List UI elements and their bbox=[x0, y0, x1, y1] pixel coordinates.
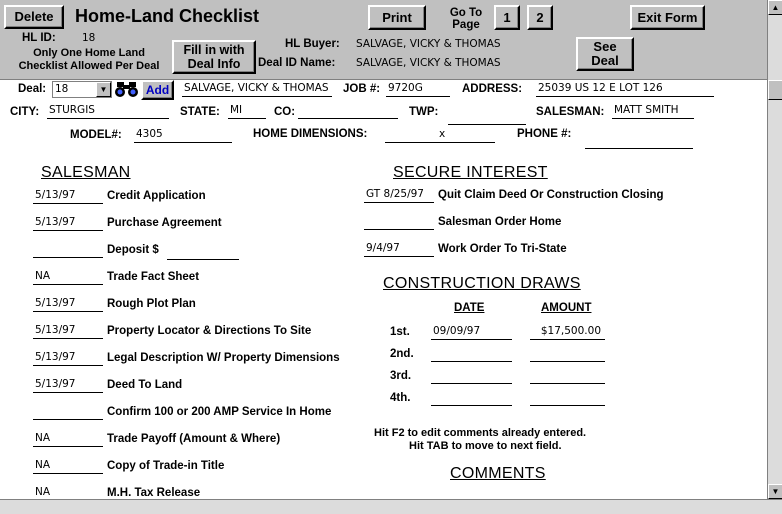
deal-id-name-value: SALVAGE, VICKY & THOMAS bbox=[356, 57, 501, 69]
salesman-item-label: Copy of Trade-in Title bbox=[107, 460, 225, 472]
checklist-panel bbox=[0, 79, 767, 499]
salesman-item-label: Trade Payoff (Amount & Where) bbox=[107, 433, 281, 445]
add-deal-button[interactable]: Add bbox=[141, 80, 174, 100]
phone-field[interactable] bbox=[585, 133, 693, 149]
binoculars-icon[interactable] bbox=[114, 80, 140, 99]
page-2-button[interactable]: 2 bbox=[527, 5, 553, 30]
draw-amount-field[interactable] bbox=[530, 368, 605, 384]
salesman-field[interactable]: MATT SMITH bbox=[612, 103, 694, 119]
salesman-item-date[interactable] bbox=[33, 404, 103, 420]
state-label: STATE: bbox=[180, 106, 220, 118]
draw-row-label: 1st. bbox=[390, 326, 410, 338]
salesman-item-label: Deposit $ bbox=[107, 244, 159, 256]
salesman-item-label: Credit Application bbox=[107, 190, 206, 202]
draws-date-header: DATE bbox=[454, 302, 485, 314]
secure-interest-title: SECURE INTEREST bbox=[393, 164, 548, 181]
salesman-item-label: Legal Description W/ Property Dimensions bbox=[107, 352, 340, 364]
deal-id-name-label: Deal ID Name: bbox=[258, 57, 336, 69]
secure-item-date[interactable]: GT 8/25/97 bbox=[364, 187, 434, 203]
buyer-name-field[interactable]: SALVAGE, VICKY & THOMAS bbox=[182, 81, 332, 97]
secure-item-label: Salesman Order Home bbox=[438, 216, 562, 228]
home-dimensions-field[interactable] bbox=[385, 127, 495, 143]
county-field[interactable] bbox=[298, 103, 398, 119]
salesman-item-label: Confirm 100 or 200 AMP Service In Home bbox=[107, 406, 332, 418]
hint-tab: Hit TAB to move to next field. bbox=[409, 440, 562, 452]
hl-id-value: 18 bbox=[82, 32, 96, 44]
deal-select-value: 18 bbox=[55, 83, 69, 95]
draw-date-field[interactable] bbox=[431, 390, 512, 406]
draws-amount-header: AMOUNT bbox=[541, 302, 592, 314]
see-deal-button[interactable]: See Deal bbox=[576, 37, 634, 71]
salesman-item-label: Purchase Agreement bbox=[107, 217, 222, 229]
draw-row-label: 3rd. bbox=[390, 370, 412, 382]
salesman-item-date[interactable] bbox=[33, 242, 103, 258]
salesman-item-label: Rough Plot Plan bbox=[107, 298, 196, 310]
page-title: Home-Land Checklist bbox=[75, 6, 260, 26]
salesman-item-date[interactable]: 5/13/97 bbox=[33, 215, 103, 231]
draw-amount-field[interactable] bbox=[530, 390, 605, 406]
one-checklist-note: Only One Home Land Checklist Allowed Per Deal bbox=[18, 47, 160, 72]
secure-item-date[interactable]: 9/4/97 bbox=[364, 241, 434, 257]
salesman-item-label: Property Locator & Directions To Site bbox=[107, 325, 312, 337]
secure-item-label: Work Order To Tri-State bbox=[438, 243, 567, 255]
salesman-item-date[interactable]: NA bbox=[33, 431, 103, 447]
secure-item-date[interactable] bbox=[364, 214, 434, 230]
salesman-item-label: M.H. Tax Release bbox=[107, 487, 201, 499]
salesman-item-date[interactable]: 5/13/97 bbox=[33, 296, 103, 312]
township-field[interactable] bbox=[448, 109, 526, 125]
page-1-button[interactable]: 1 bbox=[494, 5, 520, 30]
construction-draws-title: CONSTRUCTION DRAWS bbox=[383, 275, 581, 292]
goto-page-label: Go To Page bbox=[449, 7, 483, 31]
draw-amount-field[interactable] bbox=[530, 346, 605, 362]
scroll-thumb[interactable] bbox=[768, 80, 782, 100]
draw-date-field[interactable] bbox=[431, 368, 512, 384]
scroll-down-icon[interactable]: ▼ bbox=[768, 484, 782, 499]
township-label: TWP: bbox=[409, 106, 439, 118]
salesman-item-label: Deed To Land bbox=[107, 379, 183, 391]
model-label: MODEL#: bbox=[70, 129, 122, 141]
deal-select[interactable] bbox=[52, 81, 112, 98]
hint-f2: Hit F2 to edit comments already entered. bbox=[374, 427, 587, 439]
deal-label: Deal: bbox=[18, 83, 47, 95]
salesman-item-date[interactable]: 5/13/97 bbox=[33, 377, 103, 393]
state-field[interactable]: MI bbox=[228, 103, 266, 119]
dropdown-arrow-icon[interactable]: ▼ bbox=[96, 82, 111, 97]
exit-form-button[interactable]: Exit Form bbox=[630, 5, 705, 30]
home-dimensions-label: HOME DIMENSIONS: bbox=[253, 128, 368, 140]
delete-button[interactable]: Delete bbox=[4, 5, 64, 29]
deposit-amount-field[interactable] bbox=[167, 244, 239, 260]
secure-item-label: Quit Claim Deed Or Construction Closing bbox=[438, 189, 664, 201]
salesman-item-date[interactable]: NA bbox=[33, 458, 103, 474]
city-field[interactable]: STURGIS bbox=[47, 103, 169, 119]
vertical-scrollbar[interactable] bbox=[767, 0, 782, 500]
draw-amount-field[interactable]: $17,500.00 bbox=[530, 324, 605, 340]
job-label: JOB #: bbox=[343, 83, 381, 95]
draw-row-label: 4th. bbox=[390, 392, 411, 404]
job-number-field[interactable]: 9720G bbox=[386, 81, 450, 97]
fill-deal-info-button[interactable]: Fill in with Deal Info bbox=[172, 40, 256, 74]
county-label: CO: bbox=[274, 106, 296, 118]
salesman-item-date[interactable]: 5/13/97 bbox=[33, 350, 103, 366]
address-field[interactable]: 25039 US 12 E LOT 126 bbox=[536, 81, 714, 97]
draw-date-field[interactable] bbox=[431, 346, 512, 362]
salesman-item-label: Trade Fact Sheet bbox=[107, 271, 200, 283]
phone-label: PHONE #: bbox=[517, 128, 572, 140]
salesman-item-date[interactable]: NA bbox=[33, 269, 103, 285]
draw-date-field[interactable]: 09/09/97 bbox=[431, 324, 512, 340]
comments-title: COMMENTS bbox=[450, 465, 546, 482]
salesman-item-date[interactable]: 5/13/97 bbox=[33, 323, 103, 339]
dimensions-x: x bbox=[439, 128, 446, 140]
salesman-label: SALESMAN: bbox=[536, 106, 605, 118]
hl-buyer-label: HL Buyer: bbox=[285, 38, 340, 50]
hl-buyer-value: SALVAGE, VICKY & THOMAS bbox=[356, 38, 501, 50]
horizontal-scrollbar[interactable] bbox=[0, 499, 782, 514]
draw-row-label: 2nd. bbox=[390, 348, 414, 360]
scroll-up-icon[interactable]: ▲ bbox=[768, 0, 782, 15]
print-button[interactable]: Print bbox=[368, 5, 426, 30]
city-label: CITY: bbox=[10, 106, 40, 118]
hl-id-label: HL ID: bbox=[22, 32, 56, 44]
model-field[interactable]: 4305 bbox=[134, 127, 232, 143]
salesman-item-date[interactable]: NA bbox=[33, 485, 103, 499]
salesman-item-date[interactable]: 5/13/97 bbox=[33, 188, 103, 204]
salesman-section-title: SALESMAN bbox=[41, 164, 131, 181]
address-label: ADDRESS: bbox=[462, 83, 523, 95]
